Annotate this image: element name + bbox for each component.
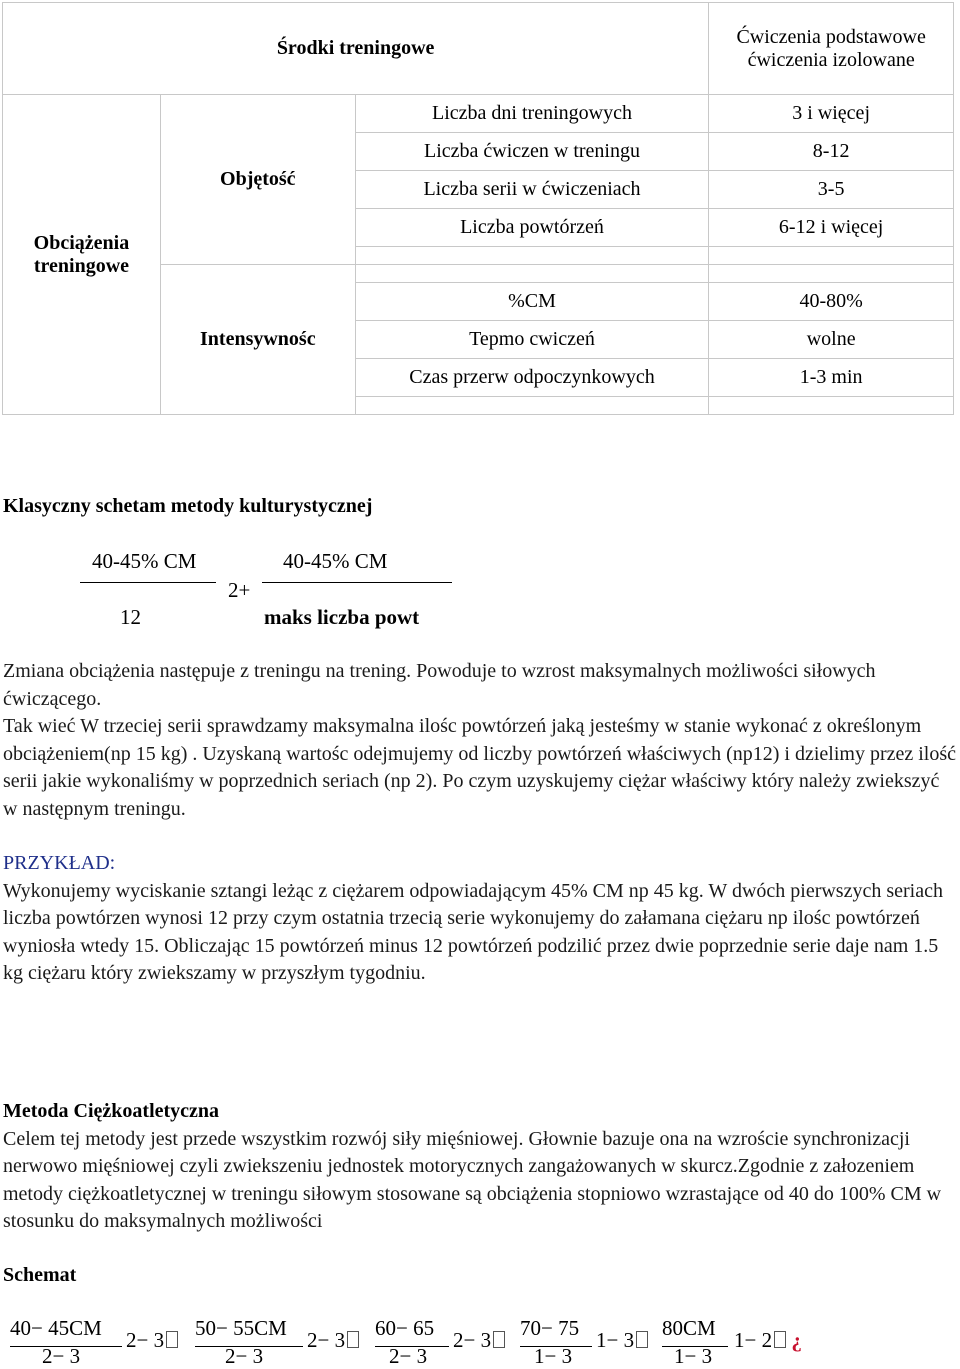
missing-glyph-box [493,1331,505,1348]
separator-text: 2− 3 [307,1328,346,1352]
fraction-numerator: 50− 55CM [195,1316,287,1340]
separator-text: 1− 2 [734,1328,773,1352]
classic-left-fraction-bar [80,582,216,583]
classic-right-numerator: 40-45% CM [283,549,388,573]
fraction-numerator: 40− 45CM [10,1316,102,1340]
paragraph-1: Zmiana obciążenia następuje z treningu na trening. Powoduje to wzrost maksymalnych możliwości siłowych ćwiczącego. [3,660,876,710]
training-table [2,2,954,415]
classic-plus: 2+ [228,578,251,602]
table-cell-spacer [709,397,954,415]
fraction-numerator: 80CM [662,1316,716,1340]
missing-glyph-box [347,1331,359,1348]
table-cell-value: 8-12 [709,133,954,171]
missing-glyph-box [774,1331,786,1348]
separator-text: 2− 3 [453,1328,492,1352]
classic-left-denominator: 12 [120,605,141,629]
table-cell-spacer [355,397,709,415]
schemat-separator [307,1328,359,1353]
description-block [3,658,958,823]
heavy-method-title: Metoda Ciężkoatletyczna [3,1100,220,1122]
table-cell-value: 1-3 min [709,359,954,397]
classic-title: Klasyczny schetam metody kulturystycznej [3,495,373,517]
example-text: Wykonujemy wyciskanie sztangi leżąc z ciężarem odpowiadającym 45% CM np 45 kg. W dwóch pierwszych seriach liczba powtórzen wynosi 12 przy czym ostatnia trzecią serie wykonujemy do załamana ciężaru np ilośc powtórzeń wyniosła wtedy 15. Obliczając 15 powtórzeń minus 12 powtórzeń podzilić przez dwie poprzednie serie daje nam 1.5 kg ciężaru który zwiekszamy w przyszłym tygodniu. [3,879,943,984]
table-header-left: Środki treningowe [3,3,709,95]
schemat-separator [453,1328,505,1353]
classic-right-fraction-bar [262,582,452,583]
table-cell-param: Liczba powtórzeń [355,209,709,247]
fraction-denominator: 1− 3 [534,1344,573,1368]
example-block [3,850,958,988]
fraction-numerator: 60− 65 [375,1316,435,1340]
separator-text: 2− 3 [126,1328,165,1352]
table-cell-param: Czas przerw odpoczynkowych [355,359,709,397]
table-cell-param: Liczba ćwiczen w treningu [355,133,709,171]
fraction-denominator: 2− 3 [389,1344,428,1368]
table-cell-param: Liczba dni treningowych [355,95,709,133]
table-cell-spacer [709,265,954,283]
table-cell-value: 3-5 [709,171,954,209]
schemat-separator [126,1328,178,1353]
fraction-denominator: 2− 3 [225,1344,264,1368]
table-cell-spacer [355,265,709,283]
group-label-line2: treningowe [33,254,130,277]
group-label [3,95,161,415]
table-cell-value: wolne [709,321,954,359]
volume-label: Objętość [160,95,355,265]
table-cell-value: 3 i więcej [709,95,954,133]
group-label-line1: Obciążenia [33,231,130,254]
table-cell-param: Tepmo cwiczeń [355,321,709,359]
heavy-method-text: Celem tej metody jest przede wszystkim rozwój siły mięśniowej. Głownie bazuje ona na wzroście synchronizacji nerwowo mięśniowej czyli zwiekszeniu jednostek motorycznych zangażowanych w skurcz.Zgodnie z załozeniem metody ciężkoatletycznej w treningu siłowym stosowane są obciążenia stopniowo wzrastające od 40 do 100% CM w stosunku do maksymalnych możliwości [3,1127,942,1232]
classic-left-numerator: 40-45% CM [92,549,197,573]
table-header-right [709,3,954,95]
schemat-separator [596,1328,648,1353]
schemat-end-mark: ¿ [791,1328,802,1352]
table-cell-param: %CM [355,283,709,321]
table-cell-spacer [709,247,954,265]
heavy-method-block [3,1098,958,1236]
missing-glyph-box [636,1331,648,1348]
fraction-denominator: 2− 3 [42,1344,81,1368]
table-cell-value: 6-12 i więcej [709,209,954,247]
table-cell-param: Liczba serii w ćwiczeniach [355,171,709,209]
missing-glyph-box [166,1331,178,1348]
fraction-numerator: 70− 75 [520,1316,580,1340]
table-cell-value: 40-80% [709,283,954,321]
fraction-denominator: 1− 3 [674,1344,713,1368]
header-right-line2: ćwiczenia izolowane [747,48,915,71]
classic-right-denominator: maks liczba powt [264,605,420,629]
intensity-label: Intensywnośc [160,265,355,415]
header-right-line1: Ćwiczenia podstawowe [736,25,926,48]
paragraph-2: Tak wieć W trzeciej serii sprawdzamy maksymalna ilośc powtórzeń jaką jesteśmy w stanie wykonać z określonym obciążeniem(np 15 kg) . Uzyskaną wartośc odejmujemy od liczby powtórzeń właściwych (np12) i dzielimy przez ilość serii jakie wykonaliśmy w poprzednich seriach (np 2). Po czym uzyskujemy ciężar właściwy który należy zwiekszyć w następnym treningu. [3,715,957,820]
separator-text: 1− 3 [596,1328,635,1352]
schemat-title: Schemat [3,1264,77,1286]
example-title: PRZYKŁAD: [3,852,116,874]
schemat-separator [734,1328,802,1353]
table-cell-spacer [355,247,709,265]
